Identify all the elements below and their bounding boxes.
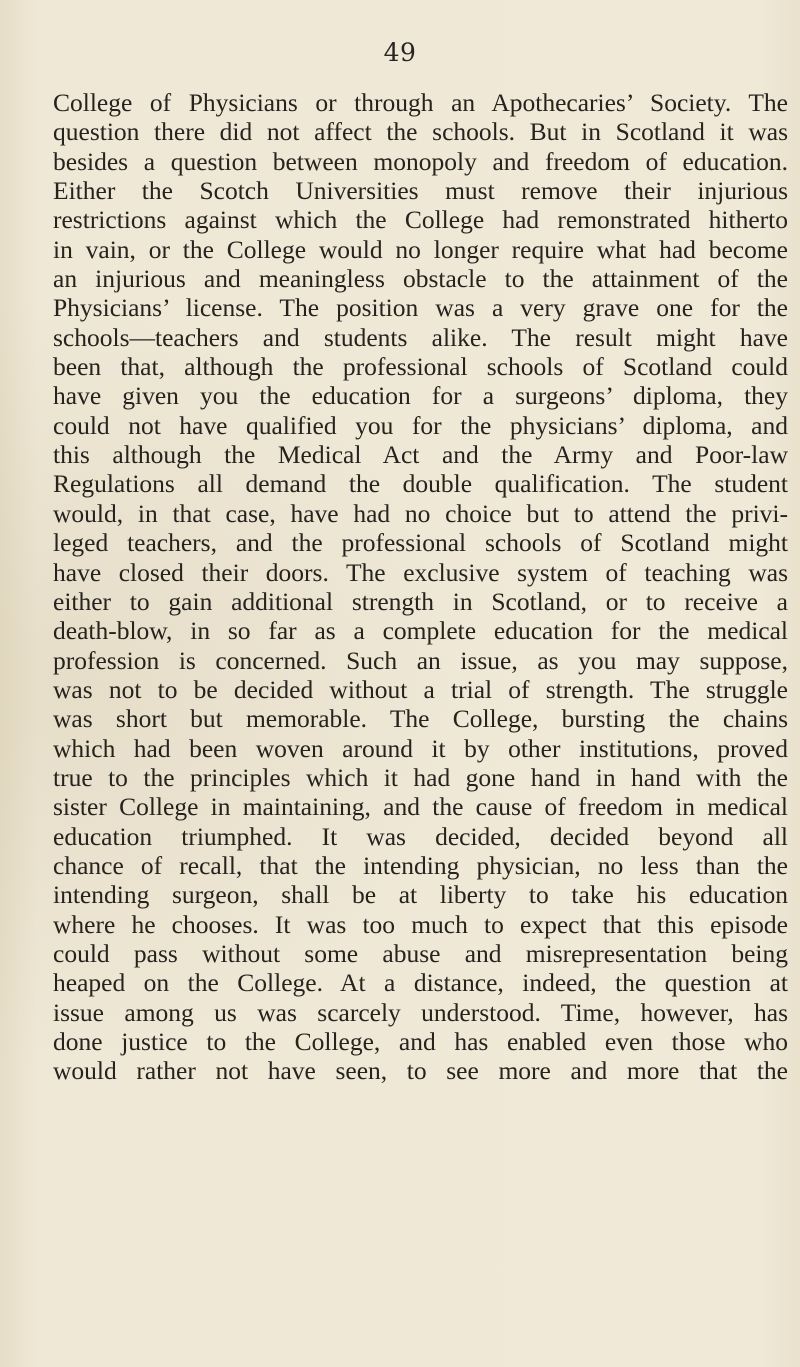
text-line: Regulations all demand the double qualification. The student: [53, 469, 788, 499]
text-line: could pass without some abuse and misrepresentation being: [53, 938, 788, 968]
text-line: been that, although the professional schools of Scotland could: [53, 352, 788, 382]
text-line: in vain, or the College would no longer require what had become: [53, 234, 788, 264]
text-line: schools—teachers and students alike. The result might have: [53, 322, 788, 352]
text-line: which had been woven around it by other institutions, proved: [53, 733, 788, 763]
text-line: chance of recall, that the intending physician, no less than the: [53, 850, 788, 880]
text-line: this although the Medical Act and the Army and Poor-law: [53, 440, 788, 470]
text-line: sister College in maintaining, and the cause of freedom in medical: [53, 792, 788, 822]
text-line: would rather not have seen, to see more and more that the: [53, 1056, 788, 1086]
text-line: have closed their doors. The exclusive system of teaching was: [53, 557, 788, 587]
body-text: [53, 88, 788, 1086]
text-line: heaped on the College. At a distance, indeed, the question at: [53, 968, 788, 998]
text-line: restrictions against which the College had remonstrated hitherto: [53, 205, 788, 235]
text-line: issue among us was scarcely understood. Time, however, has: [53, 997, 788, 1027]
text-line: Physicians’ license. The position was a very grave one for the: [53, 293, 788, 323]
text-line: either to gain additional strength in Scotland, or to receive a: [53, 586, 788, 616]
text-line: education triumphed. It was decided, decided beyond all: [53, 821, 788, 851]
page-number: 49: [383, 38, 417, 67]
text-line: besides a question between monopoly and freedom of education.: [53, 146, 788, 176]
text-line: College of Physicians or through an Apothecaries’ Society. The: [53, 88, 788, 117]
text-line: an injurious and meaningless obstacle to the attainment of the: [53, 264, 788, 294]
text-line: was short but memorable. The College, bursting the chains: [53, 704, 788, 734]
text-line: where he chooses. It was too much to expect that this episode: [53, 909, 788, 939]
text-line: was not to be decided without a trial of strength. The struggle: [53, 674, 788, 704]
text-line: death-blow, in so far as a complete education for the medical: [53, 616, 788, 646]
text-line: true to the principles which it had gone hand in hand with the: [53, 762, 788, 792]
text-line: intending surgeon, shall be at liberty to take his education: [53, 880, 788, 910]
text-line: done justice to the College, and has enabled even those who: [53, 1027, 788, 1056]
text-line: could not have qualified you for the physicians’ diploma, and: [53, 410, 788, 440]
text-line: question there did not affect the schools. But in Scotland it was: [53, 117, 788, 147]
text-line: leged teachers, and the professional schools of Scotland might: [53, 528, 788, 558]
text-line: Either the Scotch Universities must remove their injurious: [53, 176, 788, 206]
text-line: have given you the education for a surgeons’ diploma, they: [53, 381, 788, 411]
text-line: would, in that case, have had no choice but to attend the privi-: [53, 498, 788, 528]
text-line: profession is concerned. Such an issue, as you may suppose,: [53, 645, 788, 675]
